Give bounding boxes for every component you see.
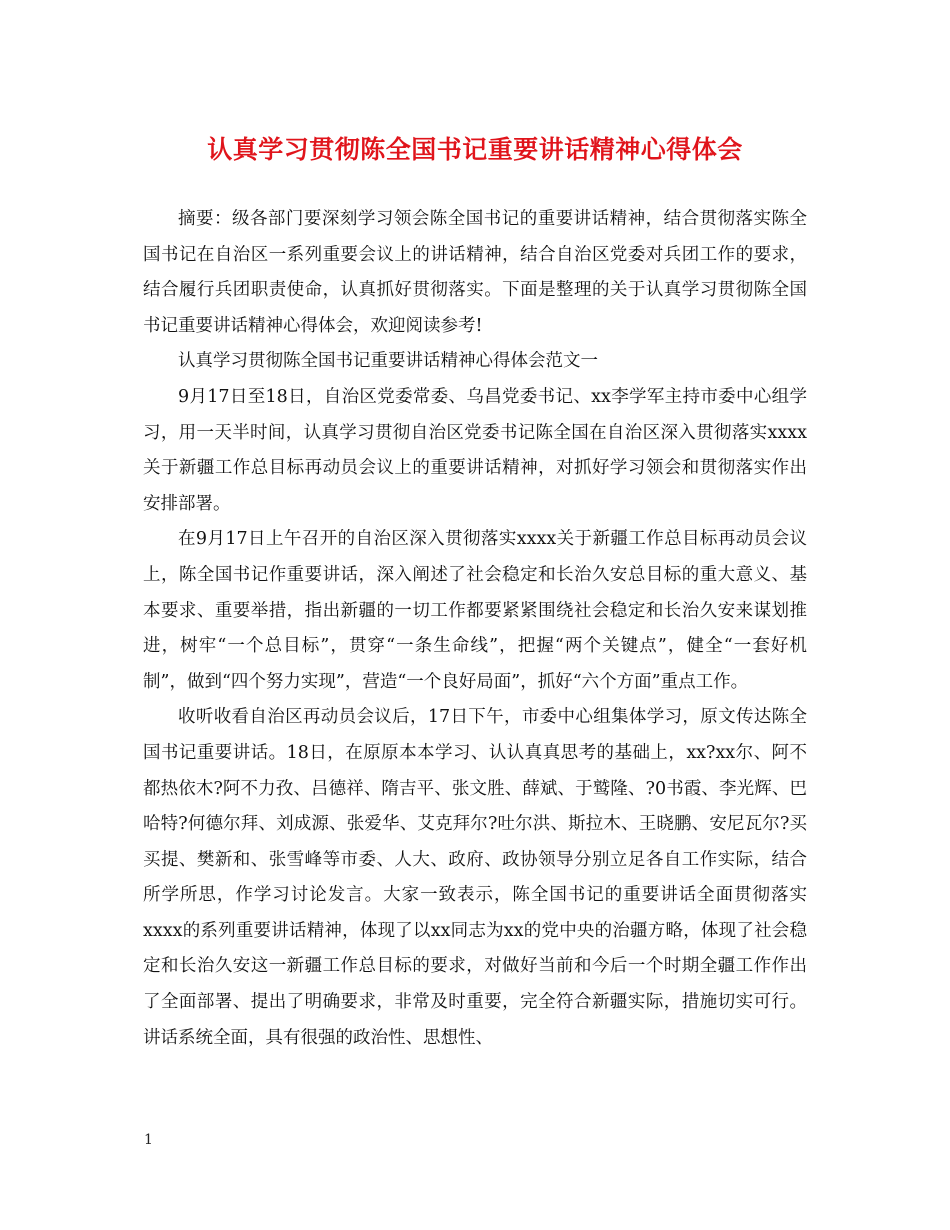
body-paragraph: 在9月17日上午召开的自治区深入贯彻落实xxxx关于新疆工作总目标再动员会议上，陈全国书记作重要讲话，深入阐述了社会稳定和长治久安总目标的重大意义、基本要求、重要举措，指出新疆的一切工作都要紧紧围绕社会稳定和长治久安来谋划推进，树牢“一个总目标”，贯穿“一条生命线”，把握“两个关键点”，健全“一套好机制”，做到“四个努力实现”，营造“一个良好局面”，抓好“六个方面”重点工作。	[143, 529, 807, 692]
abstract-paragraph: 摘要：级各部门要深刻学习领会陈全国书记的重要讲话精神，结合贯彻落实陈全国书记在自治区一系列重要会议上的讲话精神，结合自治区党委对兵团工作的要求，结合履行兵团职责使命，认真抓好贯彻落实。下面是整理的关于认真学习贯彻陈全国书记重要讲话精神心得体会，欢迎阅读参考!	[143, 209, 807, 336]
body-paragraph: 收听收看自治区再动员会议后，17日下午，市委中心组集体学习，原文传达陈全国书记重要讲话。18日，在原原本本学习、认认真真思考的基础上，xx?xx尔、阿不都热依木?阿不力孜、吕德祥、隋吉平、张文胜、薛斌、于鹫隆、?0书霞、李光辉、巴哈特?何德尔拜、刘成源、张爱华、艾克拜尔?吐尔洪、斯拉木、王晓鹏、安尼瓦尔?买买提、樊新和、张雪峰等市委、人大、政府、政协领导分别立足各自工作实际，结合所学所思，作学习讨论发言。大家一致表示，陈全国书记的重要讲话全面贯彻落实xxxx的系列重要讲话精神，体现了以xx同志为xx的党中央的治疆方略，体现了社会稳定和长治久安这一新疆工作总目标的要求，对做好当前和今后一个时期全疆工作作出了全面部署、提出了明确要求，非常及时重要，完全符合新疆实际，措施切实可行。讲话系统全面，具有很强的政治性、思想性、	[143, 707, 807, 1048]
sample-heading: 认真学习贯彻陈全国书记重要讲话精神心得体会范文一	[178, 351, 598, 372]
body-paragraph: 9月17日至18日，自治区党委常委、乌昌党委书记、xx李学军主持市委中心组学习，用一天半时间，认真学习贯彻自治区党委书记陈全国在自治区深入贯彻落实xxxx关于新疆工作总目标再动员会议上的重要讲话精神，对抓好学习领会和贯彻落实作出安排部署。	[143, 386, 807, 514]
document-title: 认真学习贯彻陈全国书记重要讲话精神心得体会	[207, 135, 743, 164]
document-body	[143, 202, 807, 1056]
page-number: 1	[144, 1132, 153, 1148]
